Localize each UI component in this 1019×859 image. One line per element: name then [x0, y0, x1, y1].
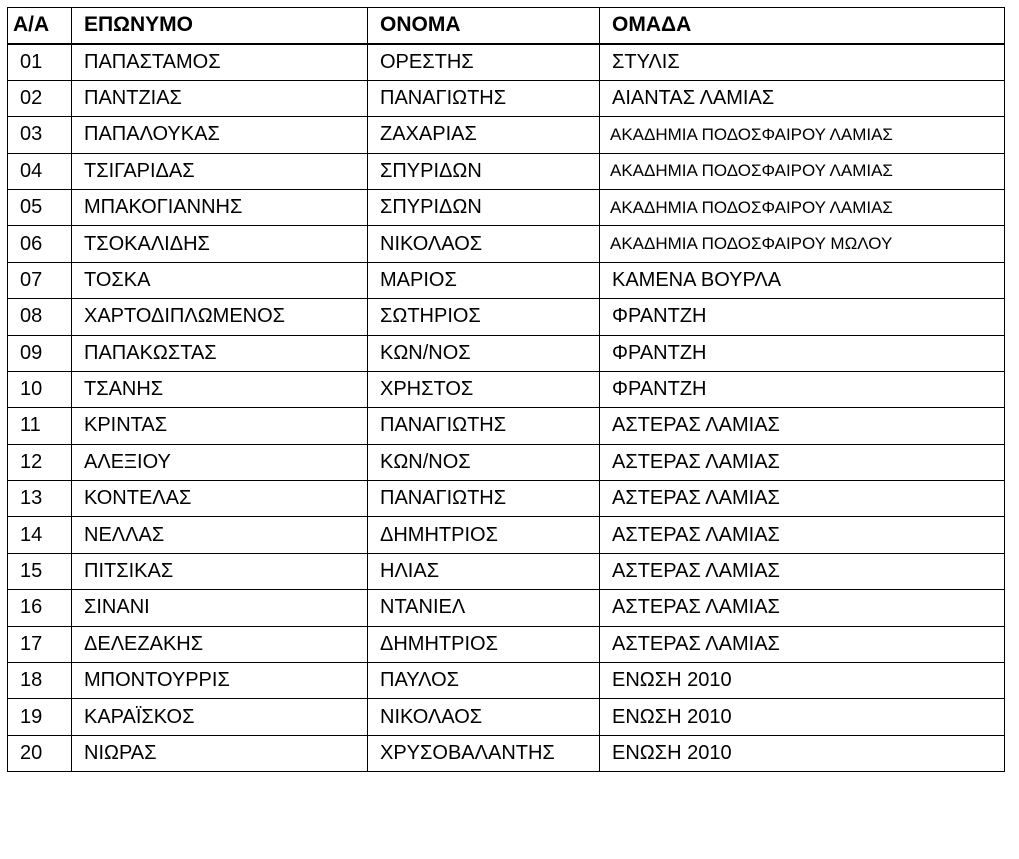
header-surname: ΕΠΩΝΥΜΟ — [72, 8, 368, 44]
cell-name: ΠΑΝΑΓΙΩΤΗΣ — [368, 80, 600, 116]
table-row — [8, 444, 1005, 480]
table-row — [8, 153, 1005, 189]
table-row — [8, 517, 1005, 553]
cell-name: ΔΗΜΗΤΡΙΟΣ — [368, 517, 600, 553]
cell-index: 02 — [8, 80, 72, 116]
cell-team: ΑΙΑΝΤΑΣ ΛΑΜΙΑΣ — [600, 80, 1005, 116]
cell-index: 12 — [8, 444, 72, 480]
cell-name: ΟΡΕΣΤΗΣ — [368, 44, 600, 80]
cell-index: 10 — [8, 371, 72, 407]
table-row — [8, 663, 1005, 699]
cell-index: 20 — [8, 735, 72, 771]
cell-index: 17 — [8, 626, 72, 662]
cell-surname: ΠΑΠΑΣΤΑΜΟΣ — [72, 44, 368, 80]
table-row — [8, 735, 1005, 771]
cell-name: ΧΡΗΣΤΟΣ — [368, 371, 600, 407]
cell-name: ΚΩΝ/ΝΟΣ — [368, 444, 600, 480]
cell-name: ΖΑΧΑΡΙΑΣ — [368, 117, 600, 153]
cell-name: ΝΙΚΟΛΑΟΣ — [368, 226, 600, 262]
cell-index: 03 — [8, 117, 72, 153]
cell-name: ΚΩΝ/ΝΟΣ — [368, 335, 600, 371]
players-table — [7, 7, 1005, 772]
cell-name: ΣΩΤΗΡΙΟΣ — [368, 299, 600, 335]
table-row — [8, 699, 1005, 735]
cell-surname: ΣΙΝΑΝΙ — [72, 590, 368, 626]
cell-surname: ΑΛΕΞΙΟΥ — [72, 444, 368, 480]
table-row — [8, 481, 1005, 517]
cell-surname: ΠΙΤΣΙΚΑΣ — [72, 553, 368, 589]
cell-name: ΠΑΝΑΓΙΩΤΗΣ — [368, 481, 600, 517]
table-row — [8, 226, 1005, 262]
header-name: ΟΝΟΜΑ — [368, 8, 600, 44]
header-row — [8, 8, 1005, 44]
cell-name: ΠΑΝΑΓΙΩΤΗΣ — [368, 408, 600, 444]
cell-team: ΕΝΩΣΗ 2010 — [600, 735, 1005, 771]
cell-surname: ΤΣΑΝΗΣ — [72, 371, 368, 407]
cell-surname: ΤΟΣΚΑ — [72, 262, 368, 298]
cell-index: 18 — [8, 663, 72, 699]
cell-index: 08 — [8, 299, 72, 335]
cell-surname: ΚΑΡΑΪΣΚΟΣ — [72, 699, 368, 735]
cell-team: ΦΡΑΝΤΖΗ — [600, 371, 1005, 407]
table-body — [8, 44, 1005, 772]
cell-team: ΑΣΤΕΡΑΣ ΛΑΜΙΑΣ — [600, 481, 1005, 517]
table-row — [8, 262, 1005, 298]
cell-index: 05 — [8, 189, 72, 225]
cell-name: ΣΠΥΡΙΔΩΝ — [368, 189, 600, 225]
cell-team: ΑΚΑΔΗΜΙΑ ΠΟΔΟΣΦΑΙΡΟΥ ΛΑΜΙΑΣ — [600, 153, 1005, 189]
cell-surname: ΔΕΛΕΖΑΚΗΣ — [72, 626, 368, 662]
cell-index: 16 — [8, 590, 72, 626]
cell-surname: ΚΡΙΝΤΑΣ — [72, 408, 368, 444]
cell-team: ΑΣΤΕΡΑΣ ΛΑΜΙΑΣ — [600, 444, 1005, 480]
cell-team: ΑΣΤΕΡΑΣ ΛΑΜΙΑΣ — [600, 590, 1005, 626]
table-row — [8, 590, 1005, 626]
cell-surname: ΤΣΙΓΑΡΙΔΑΣ — [72, 153, 368, 189]
table-row — [8, 626, 1005, 662]
cell-name: ΝΙΚΟΛΑΟΣ — [368, 699, 600, 735]
table-row — [8, 408, 1005, 444]
cell-team: ΑΣΤΕΡΑΣ ΛΑΜΙΑΣ — [600, 553, 1005, 589]
cell-surname: ΝΕΛΛΑΣ — [72, 517, 368, 553]
cell-index: 01 — [8, 44, 72, 80]
cell-index: 19 — [8, 699, 72, 735]
cell-surname: ΠΑΠΑΛΟΥΚΑΣ — [72, 117, 368, 153]
cell-team: ΑΚΑΔΗΜΙΑ ΠΟΔΟΣΦΑΙΡΟΥ ΛΑΜΙΑΣ — [600, 117, 1005, 153]
cell-team: ΦΡΑΝΤΖΗ — [600, 335, 1005, 371]
table-row — [8, 189, 1005, 225]
cell-index: 07 — [8, 262, 72, 298]
cell-index: 13 — [8, 481, 72, 517]
cell-name: ΜΑΡΙΟΣ — [368, 262, 600, 298]
cell-team: ΕΝΩΣΗ 2010 — [600, 663, 1005, 699]
cell-surname: ΚΟΝΤΕΛΑΣ — [72, 481, 368, 517]
cell-team: ΑΣΤΕΡΑΣ ΛΑΜΙΑΣ — [600, 626, 1005, 662]
table-row — [8, 371, 1005, 407]
cell-team: ΚΑΜΕΝΑ ΒΟΥΡΛΑ — [600, 262, 1005, 298]
cell-team: ΑΣΤΕΡΑΣ ΛΑΜΙΑΣ — [600, 517, 1005, 553]
cell-team: ΕΝΩΣΗ 2010 — [600, 699, 1005, 735]
cell-surname: ΝΙΩΡΑΣ — [72, 735, 368, 771]
cell-name: ΔΗΜΗΤΡΙΟΣ — [368, 626, 600, 662]
cell-team: ΣΤΥΛΙΣ — [600, 44, 1005, 80]
table-row — [8, 553, 1005, 589]
cell-surname: ΠΑΝΤΖΙΑΣ — [72, 80, 368, 116]
cell-name: ΠΑΥΛΟΣ — [368, 663, 600, 699]
cell-team: ΑΚΑΔΗΜΙΑ ΠΟΔΟΣΦΑΙΡΟΥ ΜΩΛΟΥ — [600, 226, 1005, 262]
cell-surname: ΠΑΠΑΚΩΣΤΑΣ — [72, 335, 368, 371]
table-row — [8, 80, 1005, 116]
cell-surname: ΜΠΑΚΟΓΙΑΝΝΗΣ — [72, 189, 368, 225]
cell-surname: ΜΠΟΝΤΟΥΡΡΙΣ — [72, 663, 368, 699]
table-row — [8, 44, 1005, 80]
header-team: ΟΜΑΔΑ — [600, 8, 1005, 44]
cell-team: ΑΣΤΕΡΑΣ ΛΑΜΙΑΣ — [600, 408, 1005, 444]
table-row — [8, 117, 1005, 153]
cell-name: ΝΤΑΝΙΕΛ — [368, 590, 600, 626]
cell-index: 14 — [8, 517, 72, 553]
table-row — [8, 299, 1005, 335]
cell-index: 04 — [8, 153, 72, 189]
cell-team: ΦΡΑΝΤΖΗ — [600, 299, 1005, 335]
cell-surname: ΤΣΟΚΑΛΙΔΗΣ — [72, 226, 368, 262]
cell-surname: ΧΑΡΤΟΔΙΠΛΩΜΕΝΟΣ — [72, 299, 368, 335]
cell-index: 06 — [8, 226, 72, 262]
cell-team: ΑΚΑΔΗΜΙΑ ΠΟΔΟΣΦΑΙΡΟΥ ΛΑΜΙΑΣ — [600, 189, 1005, 225]
cell-name: ΗΛΙΑΣ — [368, 553, 600, 589]
cell-index: 09 — [8, 335, 72, 371]
header-index: Α/Α — [8, 8, 72, 44]
cell-name: ΣΠΥΡΙΔΩΝ — [368, 153, 600, 189]
cell-name: ΧΡΥΣΟΒΑΛΑΝΤΗΣ — [368, 735, 600, 771]
cell-index: 11 — [8, 408, 72, 444]
table-row — [8, 335, 1005, 371]
cell-index: 15 — [8, 553, 72, 589]
